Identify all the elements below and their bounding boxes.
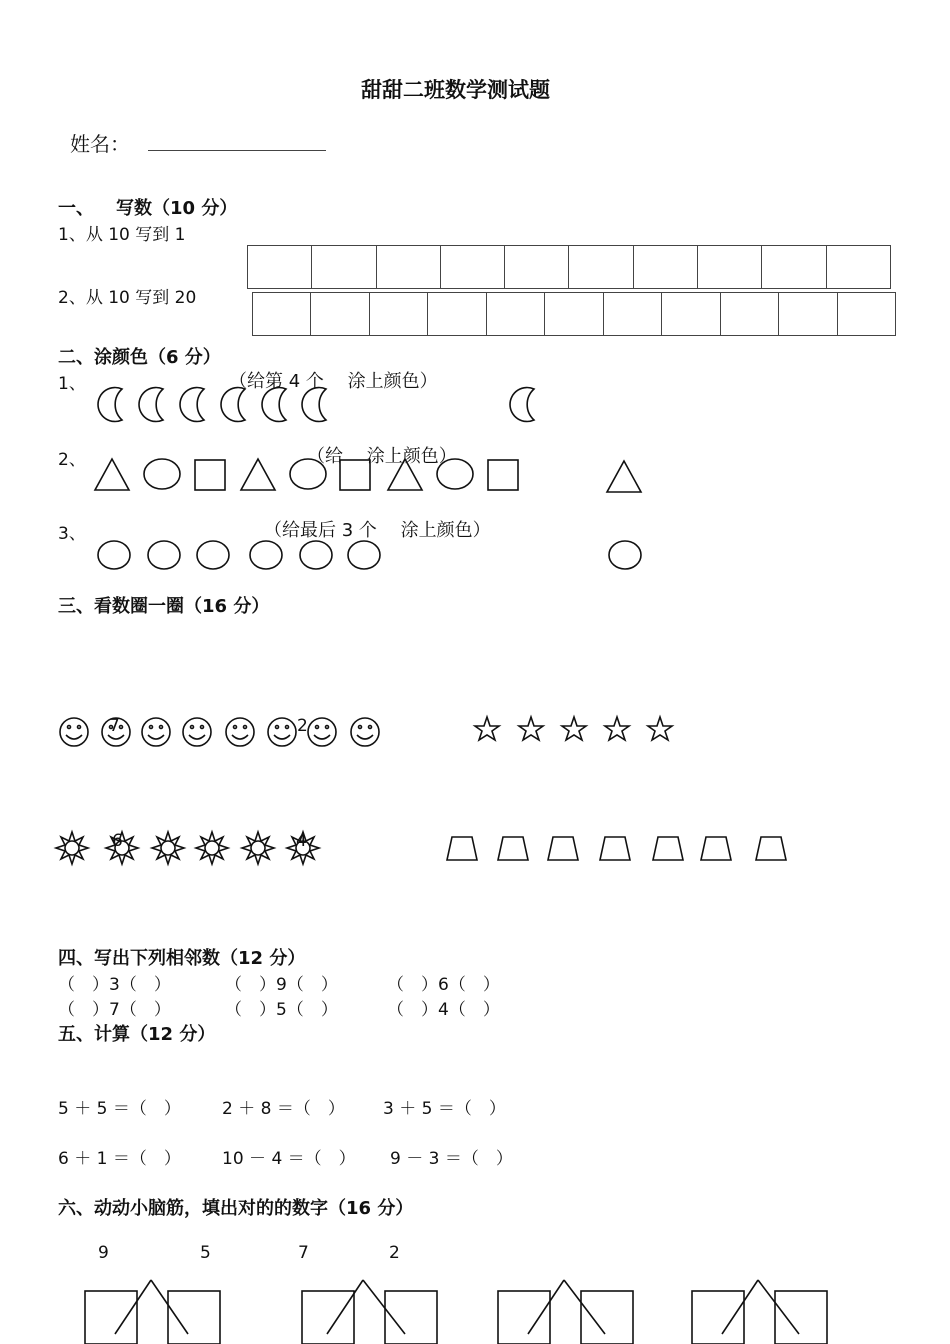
neighbor-item[interactable]: （ ）3（ ） xyxy=(58,975,171,995)
neighbor-item[interactable]: （ ）5（ ） xyxy=(225,1000,338,1020)
split-diagram xyxy=(85,1280,220,1344)
number-label: 6 xyxy=(112,831,123,851)
split-number: 7 xyxy=(298,1243,309,1263)
name-label: 姓名： xyxy=(70,132,130,156)
equation[interactable]: 3 ＋ 5 ＝（ ） xyxy=(383,1099,506,1119)
number-label: 2 xyxy=(297,716,308,736)
split-number: 9 xyxy=(98,1243,109,1263)
number-label: 4 xyxy=(296,831,307,851)
question-2-1-label: 1、 xyxy=(58,374,86,394)
neighbor-item[interactable]: （ ）9（ ） xyxy=(225,975,338,995)
split-number: 5 xyxy=(200,1243,211,1263)
equation[interactable]: 10 － 4 ＝（ ） xyxy=(222,1149,356,1169)
equation[interactable]: 9 － 3 ＝（ ） xyxy=(390,1149,513,1169)
section-1-heading: 写数（10 分） xyxy=(116,198,238,219)
neighbor-item[interactable]: （ ）6（ ） xyxy=(387,975,500,995)
question-2-1-hint: （给第 4 个 涂上颜色） xyxy=(229,371,438,392)
equation[interactable]: 5 ＋ 5 ＝（ ） xyxy=(58,1099,181,1119)
question-1-1: 1、从 10 写到 1 xyxy=(58,225,186,245)
section-4-heading: 四、写出下列相邻数（12 分） xyxy=(58,948,306,969)
split-number: 2 xyxy=(389,1243,400,1263)
section-5-heading: 五、计算（12 分） xyxy=(58,1024,216,1045)
question-2-3-label: 3、 xyxy=(58,524,86,544)
split-diagram xyxy=(692,1280,827,1344)
page-title: 甜甜二班数学测试题 xyxy=(361,78,550,102)
split-diagram xyxy=(498,1280,633,1344)
split-diagram xyxy=(302,1280,437,1344)
section-2-heading: 二、涂颜色（6 分） xyxy=(58,347,221,368)
neighbor-item[interactable]: （ ）4（ ） xyxy=(387,1000,500,1020)
number-label: 7 xyxy=(109,716,120,736)
equation[interactable]: 2 ＋ 8 ＝（ ） xyxy=(222,1099,345,1119)
section-6-heading: 六、动动小脑筋，填出对的的数字（16 分） xyxy=(58,1198,414,1219)
equation[interactable]: 6 ＋ 1 ＝（ ） xyxy=(58,1149,181,1169)
section-1-number: 一、 xyxy=(58,198,94,219)
question-2-3-hint: （给最后 3 个 涂上颜色） xyxy=(264,520,491,541)
question-2-2-label: 2、 xyxy=(58,450,86,470)
neighbor-item[interactable]: （ ）7（ ） xyxy=(58,1000,171,1020)
question-2-2-hint: （给 涂上颜色） xyxy=(307,446,457,467)
section-3-heading: 三、看数圈一圈（16 分） xyxy=(58,596,270,617)
question-1-2: 2、从 10 写到 20 xyxy=(58,288,197,308)
